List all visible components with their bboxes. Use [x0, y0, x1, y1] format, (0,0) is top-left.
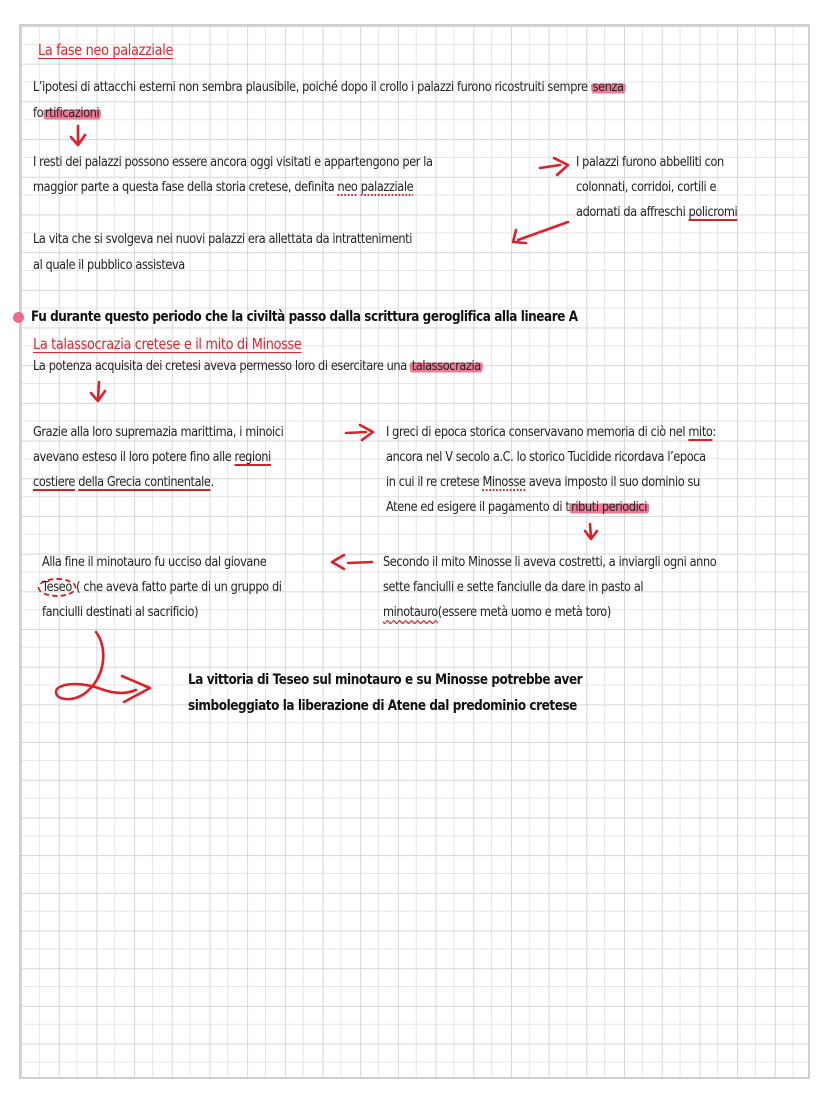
conclusion-line-2: simboleggiato la liberazione di Atene dal predominio cretese [188, 698, 577, 714]
memory-line-2: ancora nel V secolo a.C. lo storico Tucidide ricordava l’epoca [386, 450, 706, 465]
memory-text: Atene ed esigere il pagamento di t [386, 500, 570, 515]
arrow-left-icon [330, 552, 374, 574]
memory-line-4 [386, 498, 649, 518]
theseus-line-3: fanciulli destinati al sacrificio) [42, 605, 199, 620]
supremacy-line-1: Grazie alla loro supremazia marittima, i minoici [33, 425, 284, 440]
dotted-palazziale: palazziale [360, 180, 414, 195]
memory-text: aveva imposto il suo dominio su [525, 475, 700, 490]
dotted-minosse: Minosse [482, 475, 526, 490]
highlight-tributi-periodici: ributi periodici [571, 500, 648, 515]
arrow-down-icon [88, 380, 108, 408]
loop-arrow-icon [50, 628, 170, 708]
intro-line-1 [33, 78, 625, 98]
decoration-line-2: colonnati, corridoi, cortili e [576, 180, 717, 195]
memory-text: in cui il re cretese [386, 475, 483, 490]
remains-line-2 [33, 178, 413, 198]
myth-line-1: Secondo il mito Minosse li aveva costretti, a inviargli ogni anno [383, 555, 717, 570]
arrow-left-down-icon [510, 218, 574, 248]
myth-text: (essere metà uomo e metà toro) [437, 605, 611, 620]
highlight-fortificazioni: rtificazioni [44, 106, 100, 121]
intro-text: fo [33, 106, 44, 121]
section-heading-neo-palatial: La fase neo palazziale [38, 41, 174, 59]
theseus-text: ( che aveva fatto parte di un gruppo di [76, 580, 282, 595]
intro-text: L’ipotesi di attacchi esterni non sembra plausibile, poiché dopo il crollo i palazzi furono ricostruiti sempre [33, 80, 591, 95]
colon: : [712, 425, 716, 440]
conclusion-line-1: La vittoria di Teseo sul minotauro e su Minosse potrebbe aver [188, 672, 583, 688]
life-line-1: La vita che si svolgeva nei nuovi palazzi era allettata da intrattenimenti [33, 232, 412, 247]
arrow-down-icon [68, 124, 88, 152]
supremacy-line-3 [33, 473, 214, 493]
remains-line-1: I resti dei palazzi possono essere ancora oggi visitati e appartengono per la [33, 155, 433, 170]
supremacy-line-2 [33, 448, 271, 468]
arrow-right-icon [344, 422, 380, 444]
thalassocracy-intro [33, 357, 483, 377]
myth-line-2: sette fanciulli e sette fanciulle da dare in pasto al [383, 580, 644, 595]
bullet-dot-icon [13, 312, 24, 323]
decoration-line-1: I palazzi furono abbelliti con [576, 155, 724, 170]
myth-line-3 [383, 603, 611, 623]
highlight-talassocrazia: talassocrazia [411, 359, 481, 374]
decoration-line-3 [576, 203, 737, 223]
period: . [210, 475, 214, 490]
theseus-line-1: Alla fine il minotauro fu ucciso dal giovane [42, 555, 267, 570]
arrow-right-icon [538, 156, 574, 178]
theseus-line-2 [42, 578, 282, 598]
life-line-2: al quale il pubblico assisteva [33, 258, 185, 273]
underlined-grecia-continentale: della Grecia continentale [78, 475, 211, 490]
arrow-down-icon [581, 522, 601, 546]
wavy-minotauro: minotauro [383, 605, 438, 620]
supremacy-text: avevano esteso il loro potere fino alle [33, 450, 235, 465]
highlight-senza: senza [592, 80, 624, 95]
intro-line-2 [33, 104, 101, 124]
decoration-text: adornati da affreschi [576, 205, 689, 220]
dotted-neo: neo [337, 180, 358, 195]
remains-text: maggior parte a questa fase della storia cretese, definita [33, 180, 338, 195]
underlined-regioni: regioni [234, 450, 271, 465]
underlined-mito: mito [688, 425, 713, 440]
circled-teseo: Teseo [38, 578, 76, 597]
memory-text: I greci di epoca storica conservavano memoria di ciò nel [386, 425, 689, 440]
intro-text: La potenza acquisita dei cretesi aveva permesso loro di esercitare una [33, 359, 411, 374]
key-point-text: Fu durante questo periodo che la civiltà passo dalla scrittura geroglifica alla lineare A [31, 309, 578, 325]
underlined-policromi: policromi [688, 205, 738, 220]
underlined-costiere: costiere [33, 475, 75, 490]
section-heading-thalassocracy: La talassocrazia cretese e il mito di Minosse [33, 335, 302, 353]
memory-line-1 [386, 423, 716, 443]
memory-line-3 [386, 473, 700, 493]
